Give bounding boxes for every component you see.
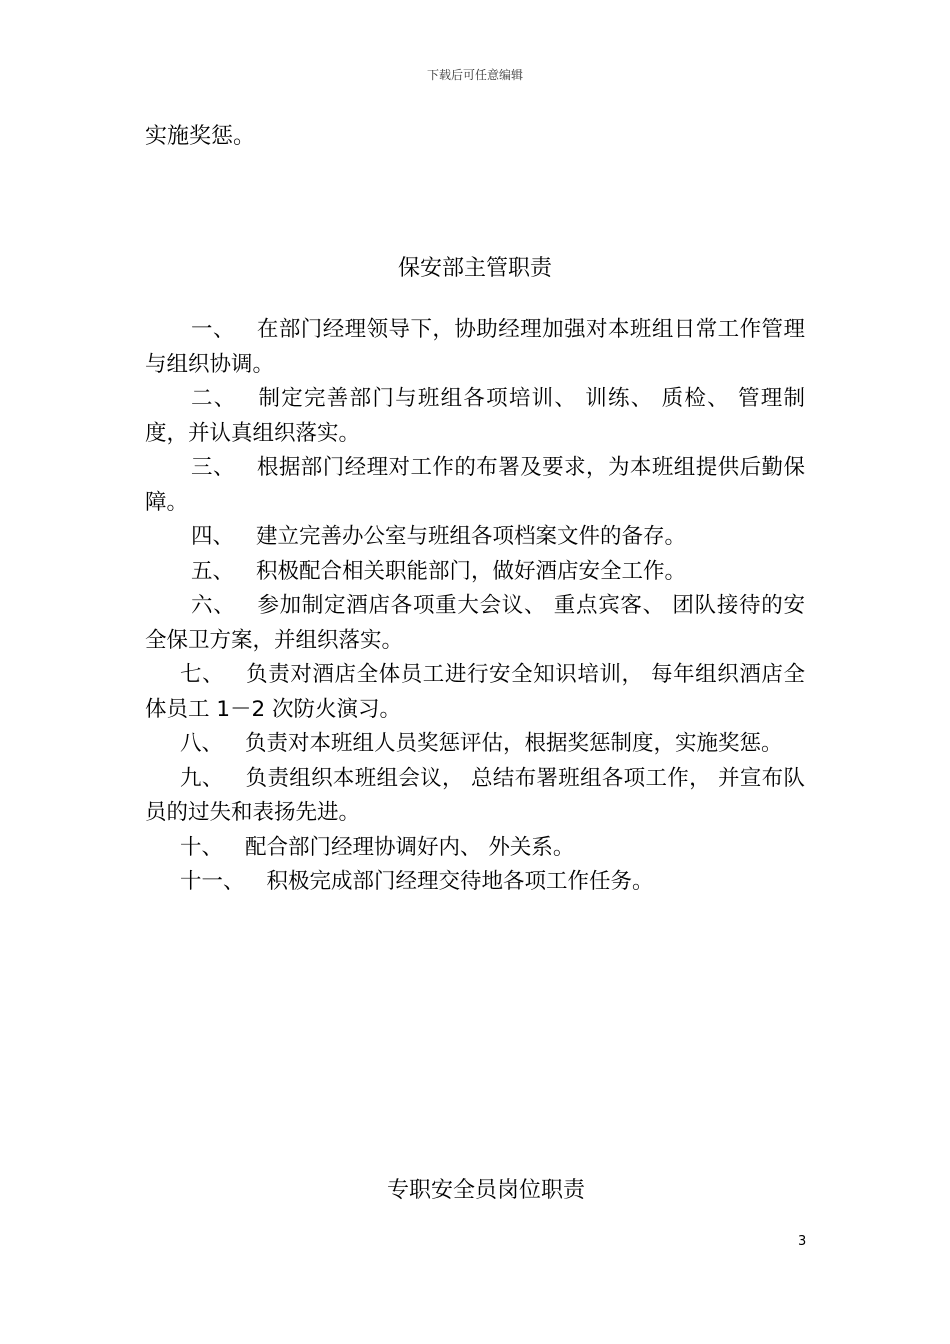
duty-number: 七、	[180, 662, 225, 687]
duty-text: 根据部门经理对工作的布署及要求，为本班组提供后勤保障。	[145, 455, 805, 515]
duty-number: 三、	[191, 455, 235, 480]
duty-text: 在部门经理领导下，协助经理加强对本班组日常工作管理与组织协调。	[145, 317, 805, 377]
duty-number: 八、	[180, 731, 224, 756]
duty-number: 四、	[191, 524, 235, 549]
duty-number: 九、	[180, 765, 224, 791]
duty-number: 二、	[191, 386, 237, 411]
duty-text: 负责对酒店全体员工进行安全知识培训， 每年组织酒店全体员工 1－2 次防火演习。	[145, 662, 805, 722]
carryover-text: 实施奖惩。	[145, 124, 256, 149]
duty-item	[145, 451, 805, 520]
duty-text: 积极完成部门经理交待地各项工作任务。	[266, 869, 654, 894]
duty-number: 六、	[191, 593, 236, 618]
duty-text: 负责对本班组人员奖惩评估，根据奖惩制度，实施奖惩。	[245, 731, 783, 756]
duty-item	[145, 865, 805, 900]
duty-item	[145, 589, 805, 658]
duty-item	[145, 762, 805, 831]
duty-item	[145, 831, 805, 866]
duty-text: 制定完善部门与班组各项培训、 训练、 质检、 管理制度，并认真组织落实。	[145, 386, 805, 446]
duty-number: 五、	[191, 558, 235, 584]
page-number: 3	[798, 1234, 807, 1249]
page-header: 下载后可任意编辑	[426, 68, 523, 82]
duty-list	[145, 313, 805, 900]
duty-item	[145, 727, 805, 762]
duty-item	[145, 555, 805, 590]
section-title-safety-officer: 专职安全员岗位职责	[386, 1178, 585, 1203]
duty-item	[145, 520, 805, 555]
section-title-security-supervisor: 保安部主管职责	[397, 256, 552, 281]
duty-item	[145, 658, 805, 727]
duty-text: 负责组织本班组会议， 总结布署班组各项工作， 并宣布队员的过失和表扬先进。	[145, 765, 805, 825]
duty-number: 一、	[191, 317, 235, 342]
duty-number: 十一、	[180, 869, 245, 894]
duty-text: 参加制定酒店各项重大会议、 重点宾客、 团队接待的安全保卫方案，并组织落实。	[145, 593, 805, 653]
duty-number: 十、	[180, 834, 224, 860]
duty-text: 配合部门经理协调好内、 外关系。	[245, 834, 575, 860]
duty-item	[145, 382, 805, 451]
duty-text: 建立完善办公室与班组各项档案文件的备存。	[256, 524, 687, 549]
duty-text: 积极配合相关职能部门，做好酒店安全工作。	[256, 558, 687, 584]
duty-item	[145, 313, 805, 382]
